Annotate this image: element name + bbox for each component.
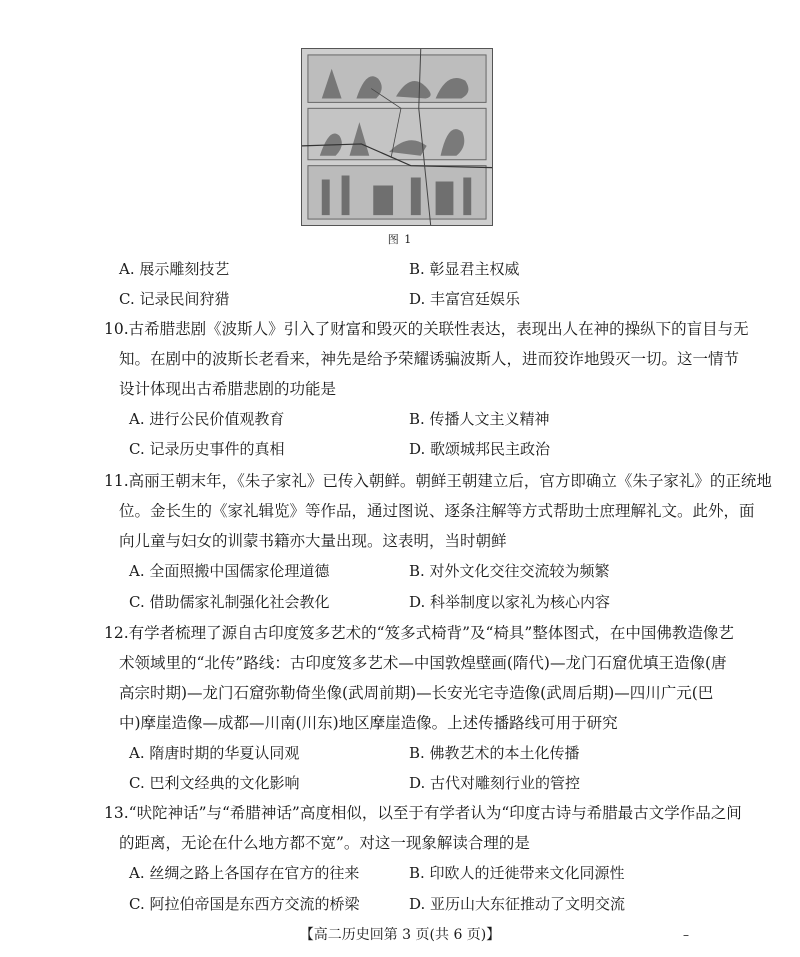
q10-option-a: A. 进行公民价值观教育 <box>129 410 285 428</box>
q13-option-a: A. 丝绸之路上各国存在官方的往来 <box>129 864 360 882</box>
q12-stem-line: 12.有学者梳理了源自古印度笈多艺术的“笈多式椅背”及“椅具”整体图式，在中国佛教造像艺 <box>104 624 734 642</box>
figure-caption: 图 1 <box>387 233 413 246</box>
q9-option-d: D. 丰富宫廷娱乐 <box>409 290 521 308</box>
relief-image <box>302 49 492 225</box>
q9-option-a: A. 展示雕刻技艺 <box>119 260 230 278</box>
q11-option-d: D. 科举制度以家礼为核心内容 <box>409 593 611 611</box>
q11-stem-line: 向儿童与妇女的训蒙书籍亦大量出现。这表明，当时朝鲜 <box>119 532 507 550</box>
q10-option-d: D. 歌颂城邦民主政治 <box>409 440 551 458</box>
q12-option-c: C. 巴利文经典的文化影响 <box>129 774 300 792</box>
q10-stem-line: 知。在剧中的波斯长老看来，神先是给予荣耀诱骗波斯人，进而狡诈地毁灭一切。这一情节 <box>119 350 740 368</box>
page-footer: 【高二历史回第 3 页(共 6 页)】 <box>299 927 501 943</box>
q13-stem-line: 13.“吠陀神话”与“希腊神话”高度相似，以至于有学者认为“印度古诗与希腊最古文学作品之间 <box>104 804 742 822</box>
q13-stem-line: 的距离，无论在什么地方都不宽”。对这一现象解读合理的是 <box>119 834 530 852</box>
q12-stem-line: 术领域里的“北传”路线：古印度笈多艺术—中国敦煌壁画(隋代)—龙门石窟优填王造像(唐 <box>119 654 727 672</box>
q13-option-b: B. 印欧人的迁徙带来文化同源性 <box>409 864 625 882</box>
q10-stem-line: 设计体现出古希腊悲剧的功能是 <box>119 380 337 398</box>
q9-option-b: B. 彰显君主权威 <box>409 260 520 278</box>
corner-mark: – <box>683 928 689 942</box>
q11-option-c: C. 借助儒家礼制强化社会教化 <box>129 593 330 611</box>
q12-option-b: B. 佛教艺术的本土化传播 <box>409 744 580 762</box>
q11-stem-line: 位。金长生的《家礼辑览》等作品，通过图说、逐条注解等方式帮助士庶理解礼文。此外，面 <box>119 502 755 520</box>
q13-option-c: C. 阿拉伯帝国是东西方交流的桥梁 <box>129 895 360 913</box>
q10-option-c: C. 记录历史事件的真相 <box>129 440 285 458</box>
q12-option-a: A. 隋唐时期的华夏认同观 <box>129 744 300 762</box>
q10-option-b: B. 传播人文主义精神 <box>409 410 550 428</box>
q13-option-d: D. 亚历山大东征推动了文明交流 <box>409 895 626 913</box>
q12-option-d: D. 古代对雕刻行业的管控 <box>409 774 581 792</box>
relief-figure <box>301 48 493 226</box>
q11-option-a: A. 全面照搬中国儒家伦理道德 <box>129 562 330 580</box>
q12-stem-line: 中)摩崖造像—成都—川南(川东)地区摩崖造像。上述传播路线可用于研究 <box>119 714 618 732</box>
q12-stem-line: 高宗时期)—龙门石窟弥勒倚坐像(武周前期)—长安光宅寺造像(武周后期)—四川广元(巴 <box>119 684 714 702</box>
q10-stem-line: 10.古希腊悲剧《波斯人》引入了财富和毁灭的关联性表达，表现出人在神的操纵下的盲目与无 <box>104 320 749 338</box>
q11-option-b: B. 对外文化交往交流较为频繁 <box>409 562 610 580</box>
q11-stem-line: 11.高丽王朝末年，《朱子家礼》已传入朝鲜。朝鲜王朝建立后，官方即确立《朱子家礼》的正统地 <box>104 472 772 490</box>
q9-option-c: C. 记录民间狩猎 <box>119 290 230 308</box>
